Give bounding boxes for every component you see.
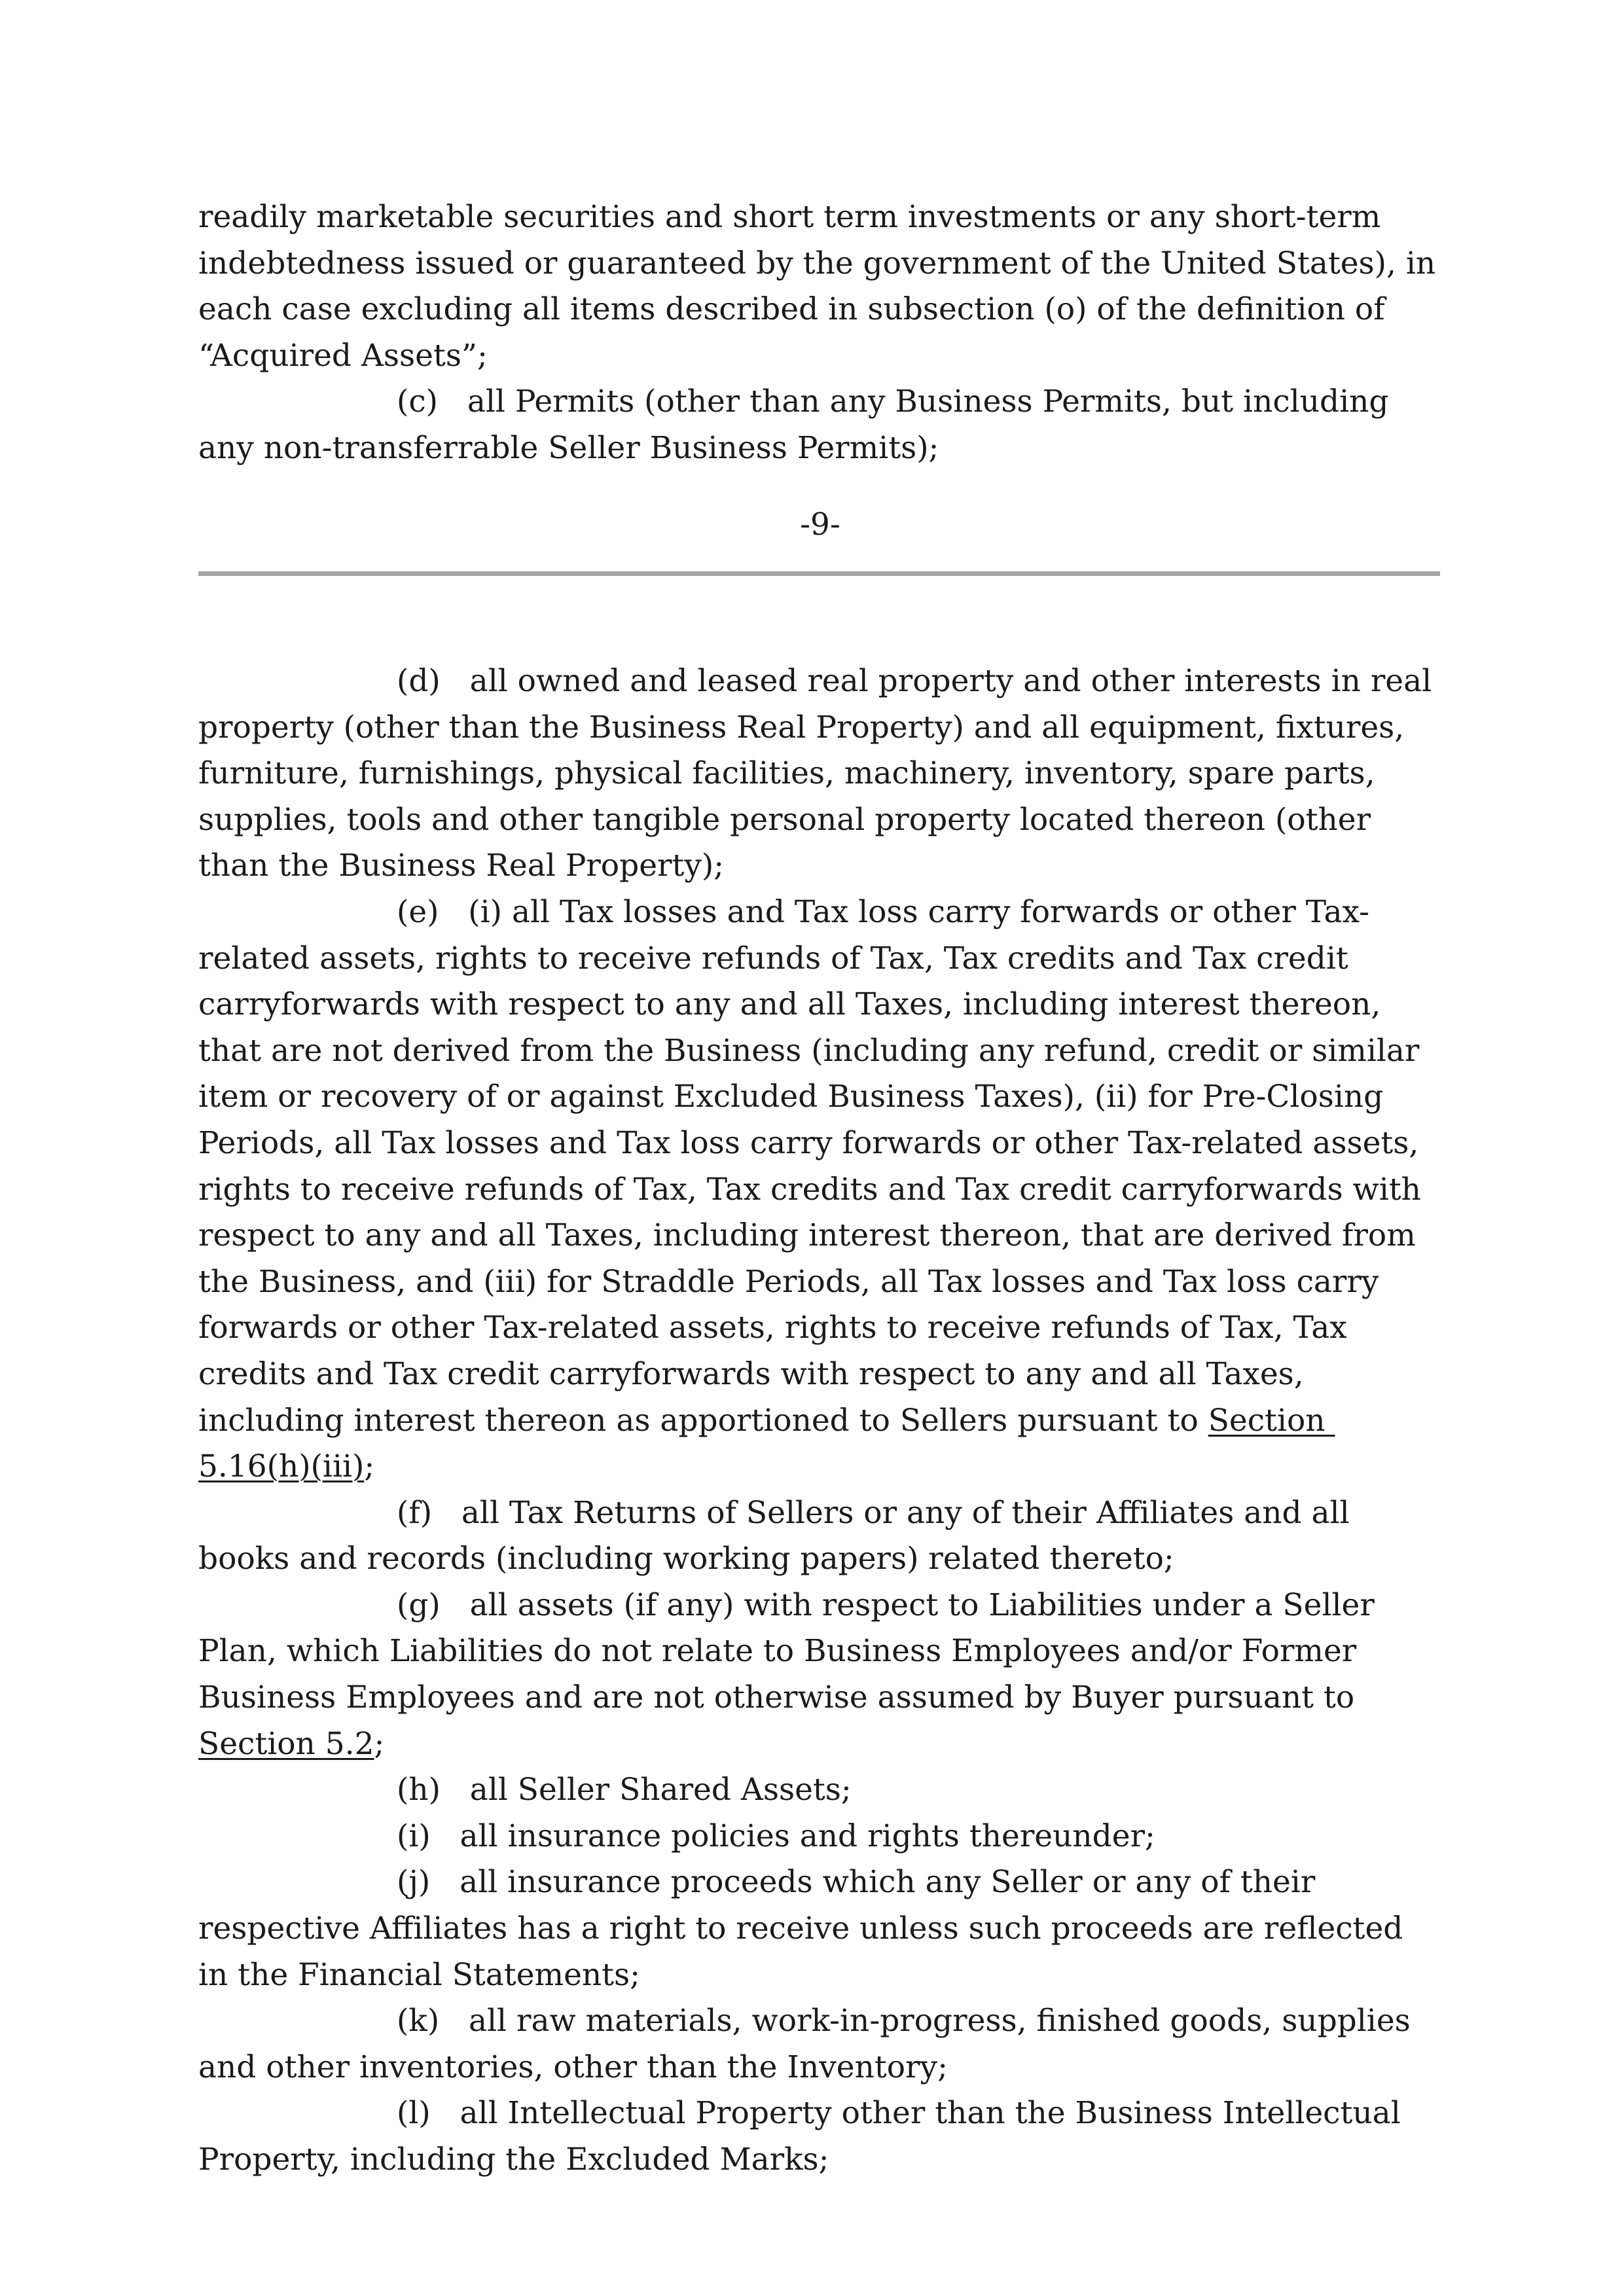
section-5-2-link[interactable]: Section 5.2 xyxy=(198,1725,374,1762)
clause-l: (l) all Intellectual Property other than the Business Intellectual Property, including the Excluded Marks; xyxy=(198,2095,1411,2178)
clause-c: (c) all Permits (other than any Business Permits, but including any non-transferrable Seller Business Permits); xyxy=(198,384,1399,466)
page-divider xyxy=(198,571,1440,576)
continuation-paragraph: readily marketable securities and short term investments or any short-term indebtedness issued or guaranteed by the government of the United States), in each case excluding all items described in subsection (o) of the definition of “Acquired Assets”; xyxy=(198,199,1446,374)
previous-page-text xyxy=(198,194,1446,472)
section-5-16-h-iii-link[interactable]: Section 5.16(h)(iii) xyxy=(198,1402,1335,1485)
clause-h: (h) all Seller Shared Assets; xyxy=(397,1772,852,1808)
clause-e-tail: ; xyxy=(364,1448,375,1485)
clause-e-text: (e) (i) all Tax losses and Tax loss carry forwards or other Tax-related assets, rights to receive refunds of Tax, Tax credits and Tax credit carryforwards with respect to any and all Taxes, including interest thereon, that are not derived from the Business (including any refund, credit or similar item or recovery of or against Excluded Business Taxes), (ii) for Pre-Closing Periods, all Tax losses and Tax loss carry forwards or other Tax-related assets, rights to receive refunds of Tax, Tax credits and Tax credit carryforwards with respect to any and all Taxes, including interest thereon, that are derived from the Business, and (iii) for Straddle Periods, all Tax losses and Tax loss carry forwards or other Tax-related assets, rights to receive refunds of Tax, Tax credits and Tax credit carryforwards with respect to any and all Taxes, including interest thereon as apportioned to Sellers pursuant to xyxy=(198,893,1431,1439)
clause-g-tail: ; xyxy=(374,1725,385,1762)
clause-j: (j) all insurance proceeds which any Seller or any of their respective Affiliates has a right to receive unless such proceeds are reflected in the Financial Statements; xyxy=(198,1864,1413,1993)
clause-f: (f) all Tax Returns of Sellers or any of their Affiliates and all books and records (including working papers) related thereto; xyxy=(198,1494,1360,1577)
page-number: -9- xyxy=(800,507,840,543)
clause-k: (k) all raw materials, work-in-progress, finished goods, supplies and other inventories, other than the Inventory; xyxy=(198,2003,1420,2085)
clause-g xyxy=(198,1583,1442,1767)
clause-d: (d) all owned and leased real property and other interests in real property (other than the Business Real Property) and all equipment, fixtures, furniture, furnishings, physical facilities, machinery, inventory, spare parts, supplies, tools and other tangible personal property located thereon (other than the Business Real Property); xyxy=(198,663,1442,884)
clause-e xyxy=(198,889,1442,1490)
clause-i: (i) all insurance policies and rights thereunder; xyxy=(397,1818,1155,1854)
current-page-text xyxy=(198,658,1442,2183)
clause-g-text: (g) all assets (if any) with respect to Liabilities under a Seller Plan, which Liabilities do not relate to Business Employees and/or Former Business Employees and are not otherwise assumed by Buyer pursuant to xyxy=(198,1587,1384,1716)
